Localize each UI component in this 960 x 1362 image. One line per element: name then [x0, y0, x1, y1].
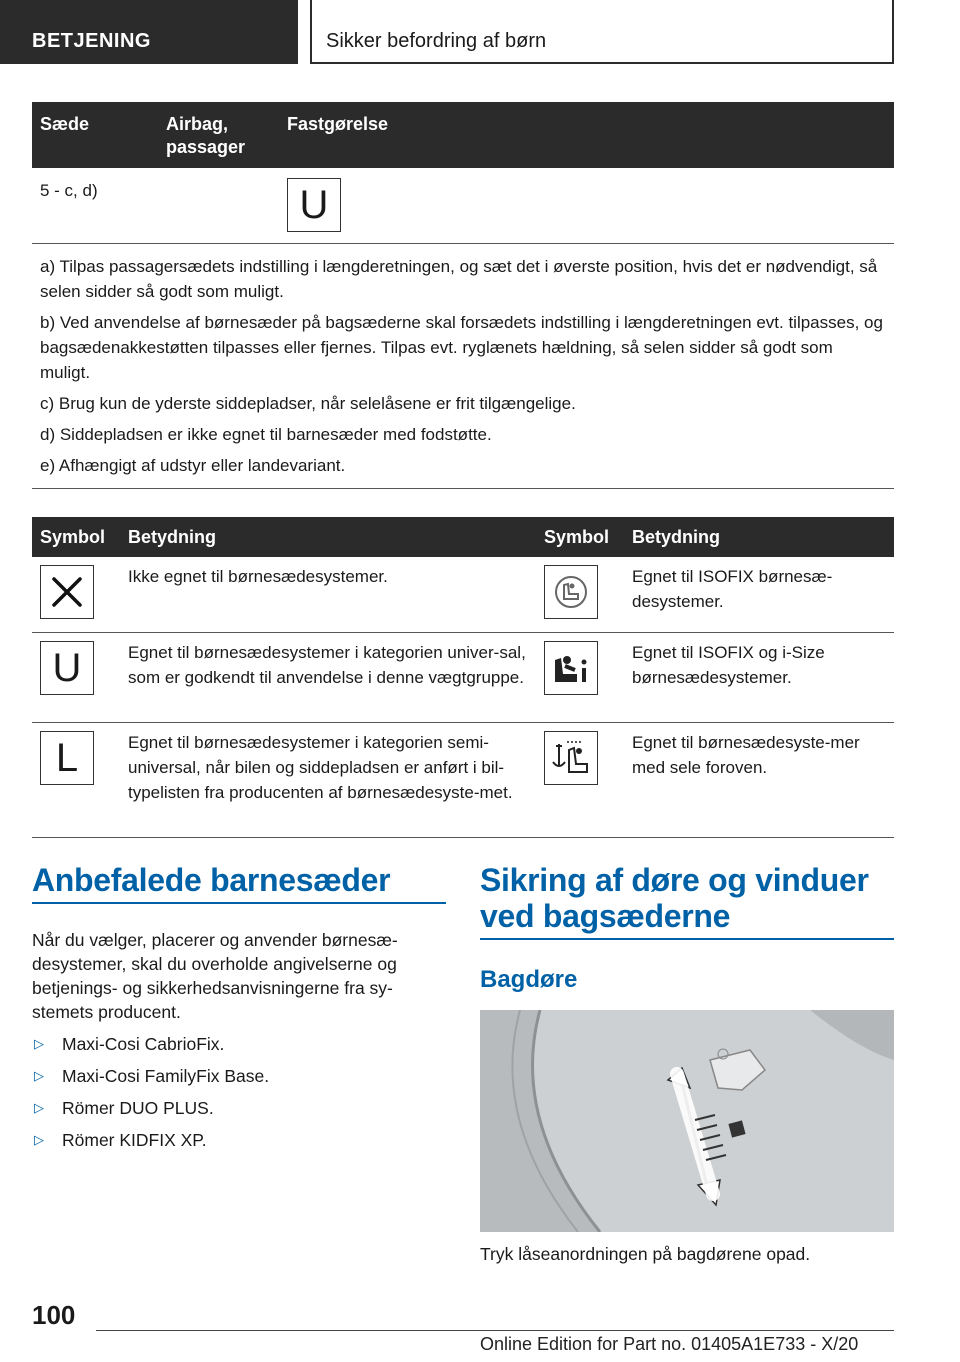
letter-l-icon: L — [40, 731, 94, 785]
table-row — [32, 557, 894, 632]
triangle-bullet-icon: ▷ — [34, 1036, 44, 1051]
illustration-caption: Tryk låseanordningen på bagdørene opad. — [480, 1244, 811, 1264]
airbag-value — [158, 168, 279, 243]
col-header-airbag: Airbag, passager — [158, 102, 279, 168]
table-row — [32, 722, 894, 837]
top-tether-seat-icon — [544, 731, 598, 785]
triangle-bullet-icon: ▷ — [34, 1132, 44, 1147]
footnote-a: a) Tilpas passagersædets indstilling i længderetningen, og sæt det i øverste position, hvis det er nødvendigt, så selen sidder så godt som muligt. — [40, 256, 878, 301]
list-item: ▷ Römer KIDFIX XP. — [34, 1130, 207, 1150]
edition-text: Online Edition for Part no. 01405A1E733 - X/20 — [480, 1334, 859, 1354]
chapter-title-box — [310, 0, 894, 64]
recommended-heading: Anbefalede barnesæder — [32, 862, 391, 898]
meaning-semi-universal: Egnet til børnesædesystemer i kategorien semi-universal, når bilen og siddepladsen er anført i bil-typelisten fra producenten af børnesædesyste-met. — [120, 722, 536, 837]
col-header-meaning-2: Betydning — [624, 517, 894, 557]
triangle-bullet-icon: ▷ — [34, 1068, 44, 1083]
x-mark-icon — [40, 565, 94, 619]
footnote-c: c) Brug kun de yderste siddepladser, når selelåsene er frit tilgængelige. — [40, 393, 576, 413]
table-row — [32, 168, 894, 243]
col-header-seat: Sæde — [32, 102, 158, 168]
letter-u-icon: U — [287, 178, 341, 232]
heading-rule — [480, 938, 894, 940]
meaning-isofix-isize: Egnet til ISOFIX og i-Size børnesædesystemer. — [624, 632, 894, 722]
meaning-top-tether: Egnet til børnesædesyste-mer med sele foroven. — [624, 722, 894, 837]
meaning-isofix: Egnet til ISOFIX børnesæ-desystemer. — [624, 557, 894, 632]
symbol-table — [32, 517, 894, 838]
footnote-b: b) Ved anvendelse af børnesæder på bagsæderne skal forsædets indstilling i længderetningen evt. tilpasses, og bagsædenakkestøtten tilpasses eller fjernes. Tilpas evt. ryglænets hældning, så selen sidder så godt som muligt. — [40, 312, 883, 382]
meaning-not-suitable: Ikke egnet til børnesædesystemer. — [120, 557, 536, 632]
col-header-meaning: Betydning — [120, 517, 536, 557]
table-row — [32, 632, 894, 722]
footnote-d: d) Siddepladsen er ikke egnet til barnesæder med fodstøtte. — [40, 424, 492, 444]
letter-u-icon: U — [40, 641, 94, 695]
list-item: ▷ Römer DUO PLUS. — [34, 1098, 214, 1118]
door-lock-illustration — [480, 1010, 894, 1232]
list-item: ▷ Maxi-Cosi CabrioFix. — [34, 1034, 225, 1054]
recommended-list — [32, 1032, 269, 1160]
rear-doors-subheading: Bagdøre — [480, 966, 578, 993]
heading-rule — [32, 902, 446, 904]
col-header-fastening: Fastgørelse — [279, 102, 894, 168]
isofix-seat-icon — [544, 565, 598, 619]
section-tab — [0, 0, 298, 64]
col-header-symbol: Symbol — [32, 517, 120, 557]
page-number: 100 — [32, 1300, 76, 1330]
col-header-symbol-2: Symbol — [536, 517, 624, 557]
recommended-paragraph: Når du vælger, placerer og anvender børnesæ-desystemer, skal du overholde angivelserne og betjenings- og sikkerhedsanvisningerne fra sy-stemets producent. — [32, 930, 398, 1022]
triangle-bullet-icon: ▷ — [34, 1100, 44, 1115]
meaning-universal: Egnet til børnesædesystemer i kategorien univer-sal, som er godkendt til anvendelse i denne vægtgruppe. — [120, 632, 536, 722]
seat-table — [32, 102, 894, 489]
isofix-isize-seat-icon — [544, 641, 598, 695]
footnote-e: e) Afhængigt af udstyr eller landevariant. — [40, 455, 346, 475]
door-heading-line1: Sikring af døre og vinduer — [480, 862, 869, 898]
door-heading-line2: ved bagsæderne — [480, 898, 731, 934]
list-item: ▷ Maxi-Cosi FamilyFix Base. — [34, 1066, 270, 1086]
section-label: BETJENING — [32, 30, 151, 52]
seat-value: 5 - c, d) — [32, 168, 158, 243]
footnotes-row — [32, 243, 894, 488]
footer-rule — [96, 1330, 894, 1331]
chapter-title: Sikker befordring af børn — [326, 30, 547, 52]
